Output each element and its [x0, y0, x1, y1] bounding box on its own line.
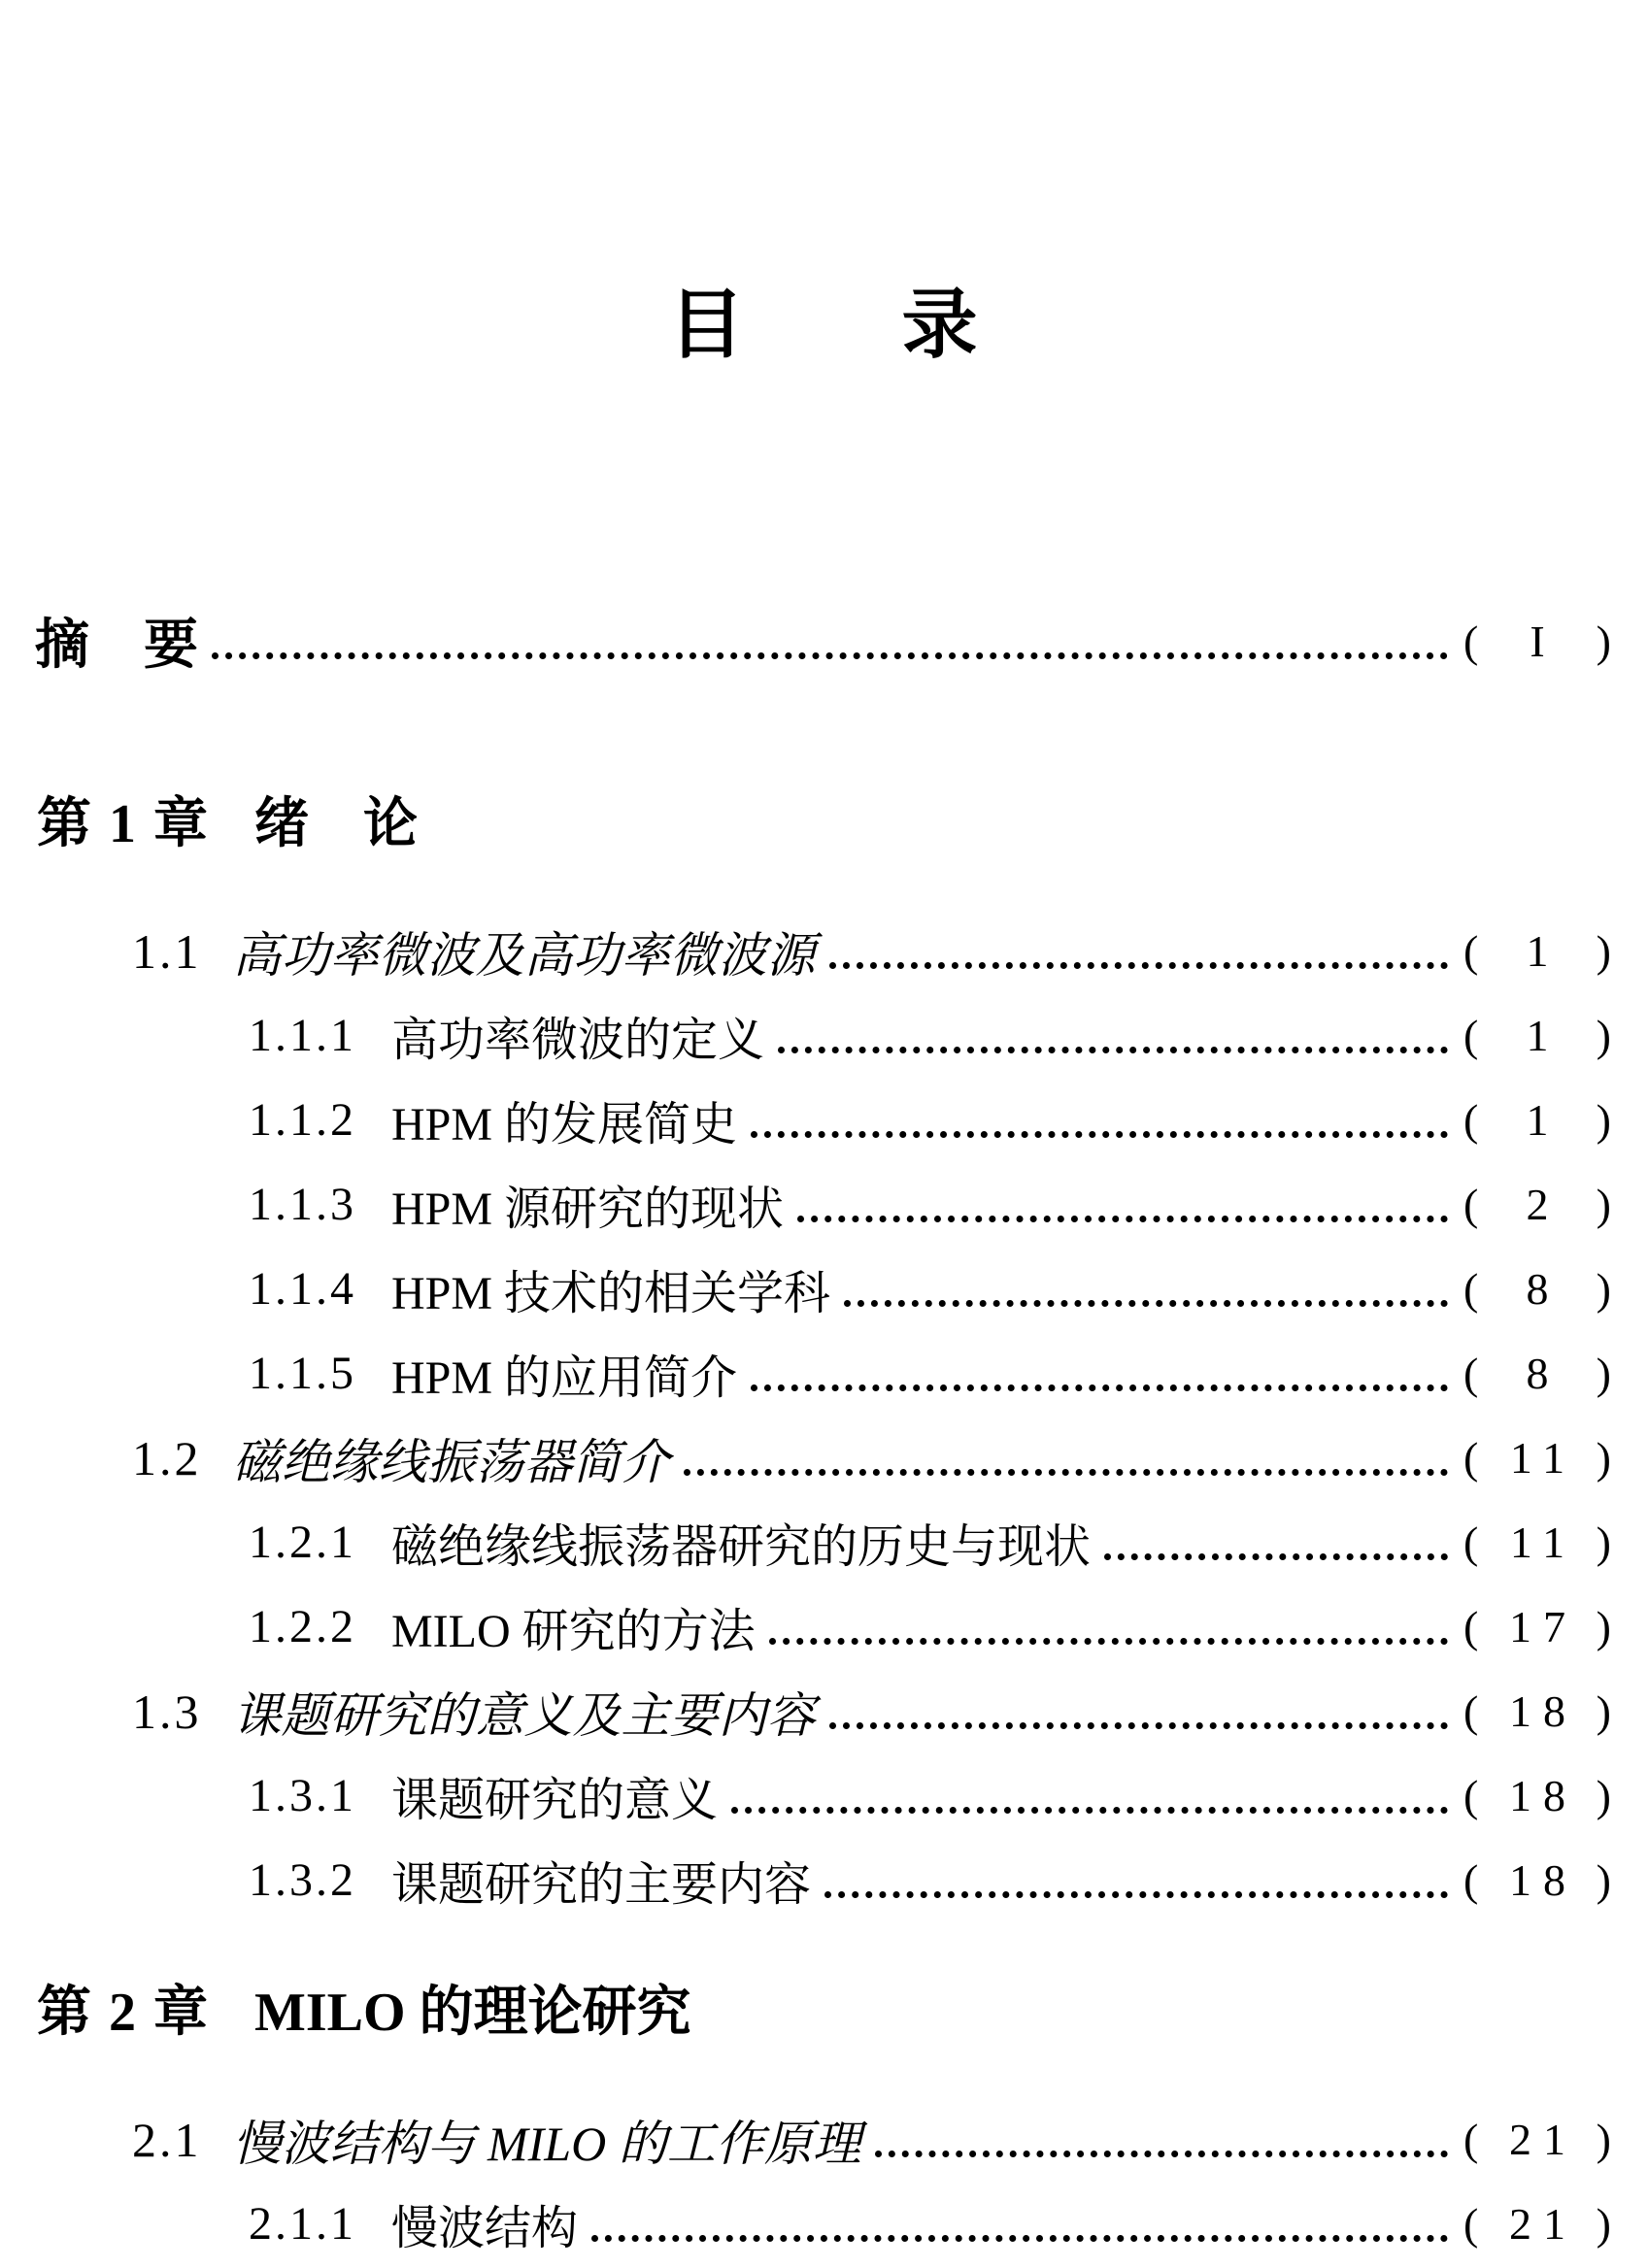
page-number	[1463, 1432, 1611, 1484]
page-number-value: 11	[1509, 1433, 1577, 1483]
page-number-value: I	[1530, 616, 1557, 666]
dot-leader	[829, 1693, 1449, 1729]
toc-entry-title: 高功率微波及高功率微波源	[232, 927, 816, 983]
section-number: 1.3.2	[249, 1854, 356, 1906]
toc-entry-title: 磁绝缘线振荡器简介	[232, 1434, 670, 1489]
dot-leader	[751, 1102, 1448, 1138]
page-number	[1463, 1854, 1611, 1906]
toc-entry-chapter-1	[0, 777, 1648, 862]
toc-entry	[0, 993, 1648, 1078]
page-number	[1463, 1517, 1611, 1568]
toc-entry-title: MILO 研究的方法	[391, 1606, 756, 1657]
page-number	[1463, 1263, 1611, 1315]
paren-open: (	[1463, 1602, 1479, 1651]
page-number-value: 18	[1509, 1686, 1577, 1736]
toc-entry-title: HPM 的应用简介	[391, 1352, 738, 1404]
paren-close: )	[1596, 2199, 1611, 2249]
dot-leader	[731, 1778, 1448, 1814]
page-number-value: 1	[1526, 1095, 1561, 1145]
section-number: 1.3	[132, 1684, 202, 1739]
toc-entry	[0, 1669, 1648, 1753]
paren-close: )	[1596, 1855, 1611, 1905]
dot-leader	[212, 623, 1448, 659]
page-number-value: 1	[1526, 1011, 1561, 1060]
paren-open: (	[1463, 1686, 1479, 1736]
paren-open: (	[1463, 1855, 1479, 1905]
paren-close: )	[1596, 616, 1611, 666]
toc-entry	[0, 1838, 1648, 1922]
page-number	[1463, 1601, 1611, 1652]
paren-close: )	[1596, 1433, 1611, 1483]
paren-open: (	[1463, 2199, 1479, 2249]
section-number: 1.2.1	[249, 1517, 356, 1568]
page-number	[1463, 925, 1611, 977]
paren-open: (	[1463, 1180, 1479, 1229]
paren-close: )	[1596, 1011, 1611, 1060]
page-number-value: 18	[1509, 1855, 1577, 1905]
section-number: 1.2.2	[249, 1601, 356, 1652]
section-number: 1.1.4	[249, 1263, 356, 1315]
section-number: 1.2	[132, 1430, 202, 1485]
paren-open: (	[1463, 1095, 1479, 1145]
paren-open: (	[1463, 1011, 1479, 1060]
section-number: 1.1.3	[249, 1179, 356, 1230]
dot-leader	[769, 1609, 1448, 1645]
page-number	[1463, 2198, 1611, 2250]
page-number-value: 17	[1509, 1602, 1577, 1651]
dot-leader	[824, 1862, 1448, 1898]
toc-entry	[0, 2097, 1648, 2182]
paren-close: )	[1596, 1180, 1611, 1229]
toc-entry-title: 课题研究的意义及主要内容	[232, 1687, 816, 1743]
section-number: 2.1.1	[249, 2198, 356, 2250]
page-number	[1463, 1179, 1611, 1230]
page-number	[1463, 2114, 1611, 2165]
page-number	[1463, 1685, 1611, 1737]
page-number-value: 21	[1509, 2115, 1577, 2164]
chapter-title: 绪 论	[254, 794, 418, 854]
paren-close: )	[1596, 2115, 1611, 2164]
page-number-value: 1	[1526, 926, 1561, 976]
paren-close: )	[1596, 1095, 1611, 1145]
page-number-value: 8	[1526, 1349, 1561, 1398]
toc-entry-title: 课题研究的意义	[391, 1775, 719, 1826]
toc-entry-chapter-2	[0, 1965, 1648, 2051]
page-number-value: 2	[1526, 1180, 1561, 1229]
toc-entry-title: 高功率微波的定义	[391, 1015, 765, 1066]
dot-leader	[1104, 1524, 1448, 1560]
paren-close: )	[1596, 1602, 1611, 1651]
dot-leader	[684, 1440, 1449, 1476]
toc-entry	[0, 1584, 1648, 1669]
toc-entry	[0, 1247, 1648, 1331]
page-title: 目 录	[668, 283, 980, 367]
paren-open: (	[1463, 1349, 1479, 1398]
paren-close: )	[1596, 1771, 1611, 1820]
toc-entry	[0, 1416, 1648, 1500]
dot-leader	[797, 1186, 1448, 1222]
toc-entry	[0, 1331, 1648, 1416]
toc-entry-title: HPM 技术的相关学科	[391, 1268, 831, 1319]
page-number	[1463, 616, 1611, 667]
toc-entry	[0, 1500, 1648, 1584]
paren-open: (	[1463, 1264, 1479, 1314]
paren-close: )	[1596, 926, 1611, 976]
toc-entry-title: 慢波结构	[391, 2203, 579, 2254]
toc-entry	[0, 1078, 1648, 1162]
page-number	[1463, 1094, 1611, 1146]
toc-entry-title: 摘 要	[35, 616, 198, 676]
page-number-value: 21	[1509, 2199, 1577, 2249]
toc-entry	[0, 2182, 1648, 2266]
section-number: 1.1.5	[249, 1348, 356, 1399]
toc-entry-title: 慢波结构与 MILO 的工作原理	[232, 2116, 861, 2171]
dot-leader	[778, 1017, 1448, 1053]
section-number: 1.1.2	[249, 1094, 356, 1146]
toc-entry-title: 课题研究的主要内容	[391, 1859, 812, 1911]
section-number: 1.3.1	[249, 1770, 356, 1821]
section-number: 1.1.1	[249, 1010, 356, 1061]
paren-open: (	[1463, 616, 1479, 666]
toc-entry	[0, 1162, 1648, 1247]
page-number	[1463, 1010, 1611, 1061]
page-number	[1463, 1348, 1611, 1399]
section-number: 2.1	[132, 2112, 202, 2167]
chapter-number: 第 1 章	[37, 794, 210, 854]
paren-close: )	[1596, 1686, 1611, 1736]
toc-entry-title: HPM 源研究的现状	[391, 1184, 785, 1235]
section-number: 1.1	[132, 923, 202, 979]
paren-close: )	[1596, 1264, 1611, 1314]
paren-open: (	[1463, 1771, 1479, 1820]
dot-leader	[875, 2121, 1448, 2157]
paren-open: (	[1463, 926, 1479, 976]
toc-entry	[0, 1753, 1648, 1838]
dot-leader	[751, 1355, 1448, 1391]
dot-leader	[591, 2206, 1448, 2242]
page-number-value: 8	[1526, 1264, 1561, 1314]
toc-entry	[0, 909, 1648, 993]
toc-entry-abstract	[0, 598, 1648, 684]
paren-open: (	[1463, 1518, 1479, 1567]
paren-open: (	[1463, 2115, 1479, 2164]
paren-close: )	[1596, 1518, 1611, 1567]
dot-leader	[829, 933, 1449, 969]
page-number-value: 11	[1509, 1518, 1577, 1567]
paren-close: )	[1596, 1349, 1611, 1398]
toc-entry-title: 磁绝缘线振荡器研究的历史与现状	[391, 1521, 1092, 1573]
chapter-title: MILO 的理论研究	[254, 1983, 691, 2043]
page-number-value: 18	[1509, 1771, 1577, 1820]
chapter-number: 第 2 章	[37, 1983, 210, 2043]
toc-entry-title: HPM 的发展简史	[391, 1099, 738, 1151]
dot-leader	[844, 1271, 1448, 1307]
page-number	[1463, 1770, 1611, 1821]
paren-open: (	[1463, 1433, 1479, 1483]
